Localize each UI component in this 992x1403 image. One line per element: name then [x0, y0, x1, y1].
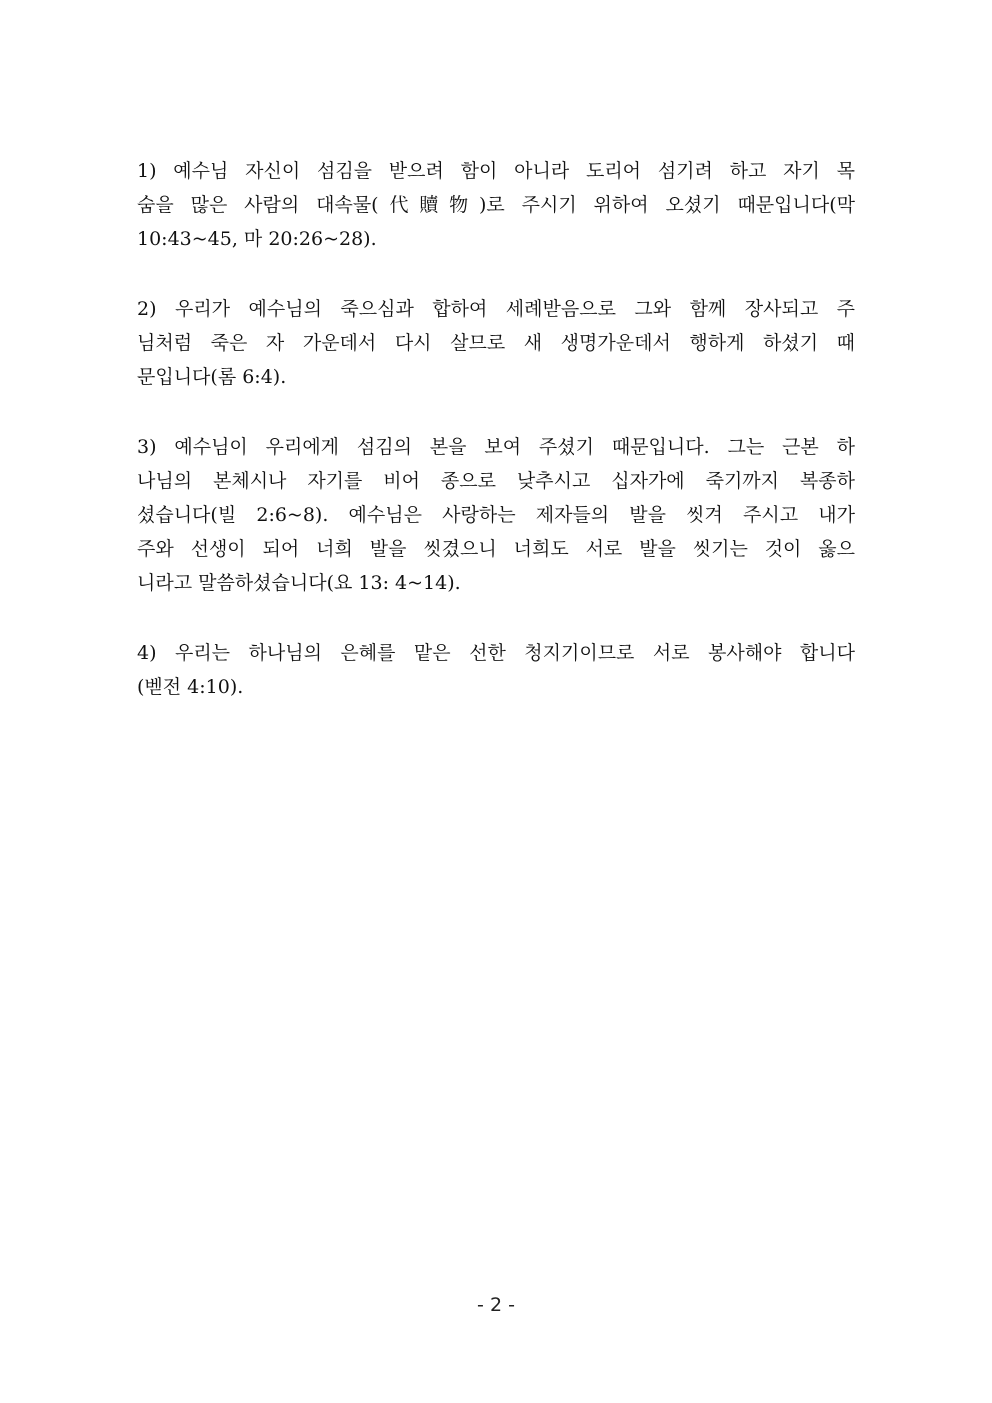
document-body [137, 154, 855, 740]
text-line: 셨습니다(빌 2:6~8). 예수님은 사랑하는 제자들의 발을 씻겨 주시고 내가 [137, 504, 855, 526]
text-line: 숨을 많은 사람의 대속물(代贖物)로 주시기 위하여 오셨기 때문입니다(막 [137, 194, 855, 216]
page-number: - 2 - [477, 1294, 515, 1316]
text-line: 1) 예수님 자신이 섬김을 받으려 함이 아니라 도리어 섬기려 하고 자기 목 [137, 160, 855, 182]
text-line: (벧전 4:10). [137, 676, 244, 698]
text-line: 님처럼 죽은 자 가운데서 다시 살므로 새 생명가운데서 행하게 하셨기 때 [137, 332, 855, 354]
text-line: 4) 우리는 하나님의 은혜를 맡은 선한 청지기이므로 서로 봉사해야 합니다 [137, 642, 855, 664]
paragraph-3 [137, 430, 855, 600]
text-line: 나님의 본체시나 자기를 비어 종으로 낮추시고 십자가에 죽기까지 복종하 [137, 470, 855, 492]
text-line: 2) 우리가 예수님의 죽으심과 합하여 세례받음으로 그와 함께 장사되고 주 [137, 298, 855, 320]
text-line: 3) 예수님이 우리에게 섬김의 본을 보여 주셨기 때문입니다. 그는 근본 하 [137, 436, 855, 458]
text-line: 주와 선생이 되어 너희 발을 씻겼으니 너희도 서로 발을 씻기는 것이 옳으 [137, 538, 855, 560]
paragraph-4 [137, 636, 855, 704]
text-line: 10:43~45, 마 20:26~28). [137, 228, 377, 250]
paragraph-2 [137, 292, 855, 394]
paragraph-1 [137, 154, 855, 256]
text-line: 문입니다(롬 6:4). [137, 366, 287, 388]
text-line: 니라고 말씀하셨습니다(요 13: 4~14). [137, 572, 461, 594]
